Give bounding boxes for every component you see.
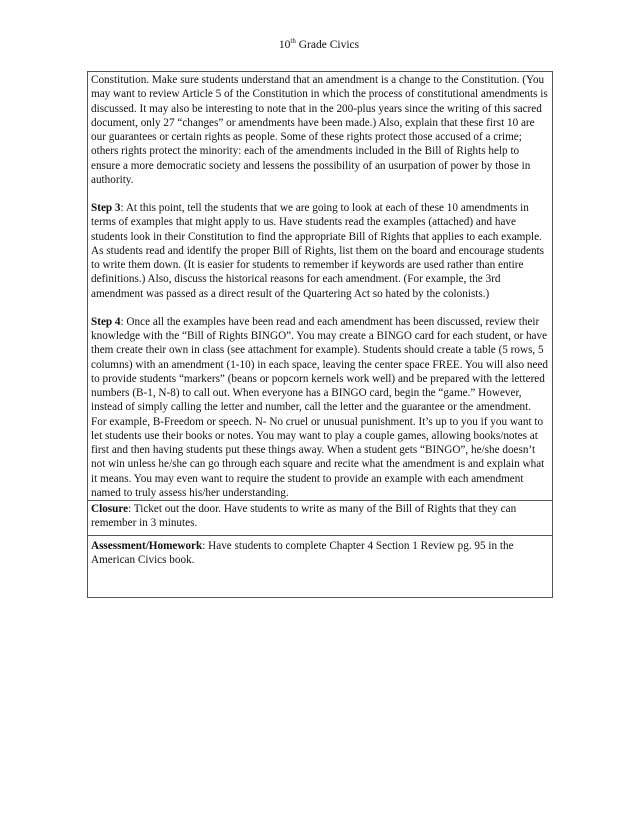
closure-cell bbox=[88, 500, 552, 535]
step4-label: Step 4 bbox=[91, 315, 121, 328]
header-number: 10 bbox=[278, 39, 291, 51]
header-title: Grade Civics bbox=[295, 39, 360, 51]
assessment-text: : Have students to complete Chapter 4 Section 1 Review pg. 95 in the American Civics book. bbox=[91, 539, 514, 566]
assessment-paragraph bbox=[91, 539, 549, 568]
step4-text: : Once all the examples have been read and each amendment has been discussed, review their knowledge with the “Bill of Rights BINGO”. You may create a BINGO card for each student, or have them create their own in class (see attachment for example). Students should create a table (5 rows, 5 columns) with an amendment (1-10) in each space, leaving the center space FREE. You will also need to provide students “markers” (beans or popcorn kernels work well) and be prepared with the lettered numbers (B-1, N-8) to call out. When everyone has a BINGO card, begin the “game.” However, instead of simply calling the letter and number, call the letter and the guarantee or the amendment. For example, B-Freedom or speech. N- No cruel or unusual punishment. It’s up to you if you want to let students use their books or notes. You may want to play a couple games, allowing books/notes at first and then having students put these things away. When a student gets “BINGO”, he/she doesn’t not win unless he/she can go through each square and recite what the amendment is and explain what it means. You may even want to require the student to provide an example with each amendment named to truly assess his/her understanding. bbox=[91, 315, 549, 499]
closure-text: : Ticket out the door. Have students to write as many of the Bill of Rights that they can remember in 3 minutes. bbox=[91, 503, 517, 530]
header-ordinal-suffix: th bbox=[290, 37, 296, 45]
lesson-plan-table bbox=[87, 71, 553, 598]
closure-label: Closure bbox=[91, 503, 129, 515]
step4-paragraph bbox=[91, 315, 549, 500]
intro-paragraph: Constitution. Make sure students understand that an amendment is a change to the Constitution. (You may want to review Article 5 of the Constitution in which the process of constitutional amendments is discussed. It may also be interesting to note that in the 200-plus years since the writing of this sacred document, only 27 “changes” or amendments have been made.) Also, explain that these first 10 are our guarantees or certain rights as people. Some of these rights protect those accused of a crime; others rights protect the minority: each of the amendments included in the Bill of Rights help to ensure a more democratic society and lessens the possibility of an usurpation of power by those in authority. bbox=[91, 74, 548, 186]
page-header bbox=[0, 37, 638, 51]
assessment-label: Assessment/Homework bbox=[91, 539, 203, 552]
step3-label: Step 3 bbox=[91, 202, 121, 214]
closure-paragraph bbox=[91, 502, 549, 531]
assessment-cell bbox=[88, 535, 552, 597]
procedure-cell bbox=[88, 72, 552, 500]
step3-paragraph bbox=[91, 201, 549, 301]
step3-text: : At this point, tell the students that we are going to look at each of these 10 amendments in terms of examples that might apply to us. Have students read the examples (attached) and have students look in their Constitution to find the appropriate Bill of Rights that applies to each example. As students read and identify the proper Bill of Rights, list them on the board and encourage students to write them down. (It is easier for students to remember if keywords are used rather than entire definitions.) Also, discuss the historical reasons for each amendment. (For example, the 3rd amendment was passed as a direct result of the Quartering Act so hated by the colonists.) bbox=[91, 202, 545, 300]
